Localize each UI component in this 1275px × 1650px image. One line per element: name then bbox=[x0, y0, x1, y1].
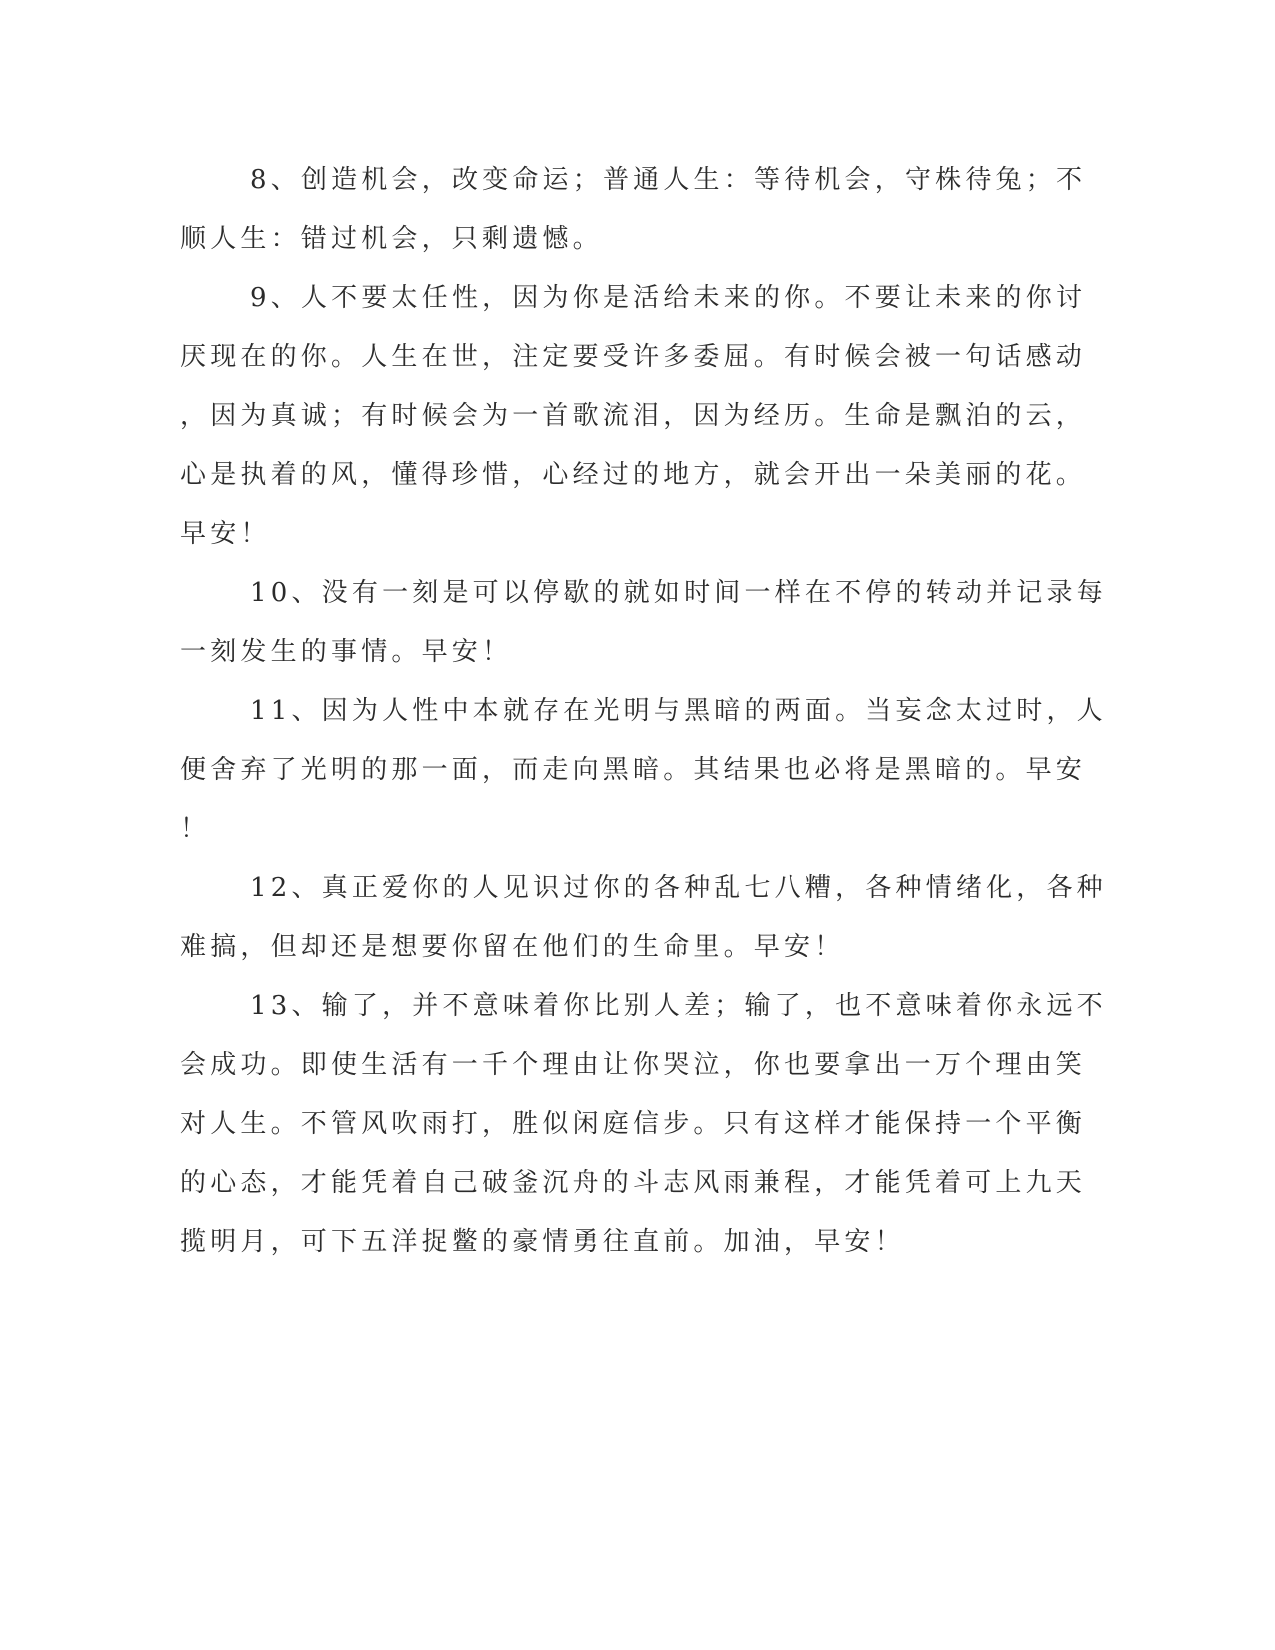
text-line: 心是执着的风，懂得珍惜，心经过的地方，就会开出一朵美丽的花。 bbox=[180, 460, 1087, 490]
text-line: 12、真正爱你的人见识过你的各种乱七八糟，各种情绪化，各种 bbox=[250, 873, 1107, 903]
text-line: 11、因为人性中本就存在光明与黑暗的两面。当妄念太过时，人 bbox=[250, 696, 1107, 726]
text-line: 一刻发生的事情。早安！ bbox=[180, 637, 513, 667]
text-line: 便舍弃了光明的那一面，而走向黑暗。其结果也必将是黑暗的。早安 bbox=[180, 755, 1087, 785]
text-line: 13、输了，并不意味着你比别人差；输了，也不意味着你永远不 bbox=[250, 991, 1107, 1021]
text-line: 难搞，但却还是想要你留在他们的生命里。早安！ bbox=[180, 932, 845, 962]
text-line: 8、创造机会，改变命运；普通人生：等待机会，守株待兔；不 bbox=[250, 165, 1087, 195]
text-line: 会成功。即使生活有一千个理由让你哭泣，你也要拿出一万个理由笑 bbox=[180, 1050, 1087, 1080]
text-line: 10、没有一刻是可以停歇的就如时间一样在不停的转动并记录每 bbox=[250, 578, 1107, 608]
text-line: 早安！ bbox=[180, 519, 271, 549]
text-line: 厌现在的你。人生在世，注定要受许多委屈。有时候会被一句话感动 bbox=[180, 342, 1087, 372]
text-line: 对人生。不管风吹雨打，胜似闲庭信步。只有这样才能保持一个平衡 bbox=[180, 1109, 1087, 1139]
text-line: ！ bbox=[180, 814, 211, 844]
text-line: 的心态，才能凭着自己破釜沉舟的斗志风雨兼程，才能凭着可上九天 bbox=[180, 1168, 1087, 1198]
text-line: 顺人生：错过机会，只剩遗憾。 bbox=[180, 224, 603, 254]
text-line: ，因为真诚；有时候会为一首歌流泪，因为经历。生命是飘泊的云， bbox=[180, 401, 1087, 431]
text-line: 9、人不要太任性，因为你是活给未来的你。不要让未来的你讨 bbox=[250, 283, 1087, 313]
text-line: 揽明月，可下五洋捉鳖的豪情勇往直前。加油，早安！ bbox=[180, 1227, 905, 1257]
